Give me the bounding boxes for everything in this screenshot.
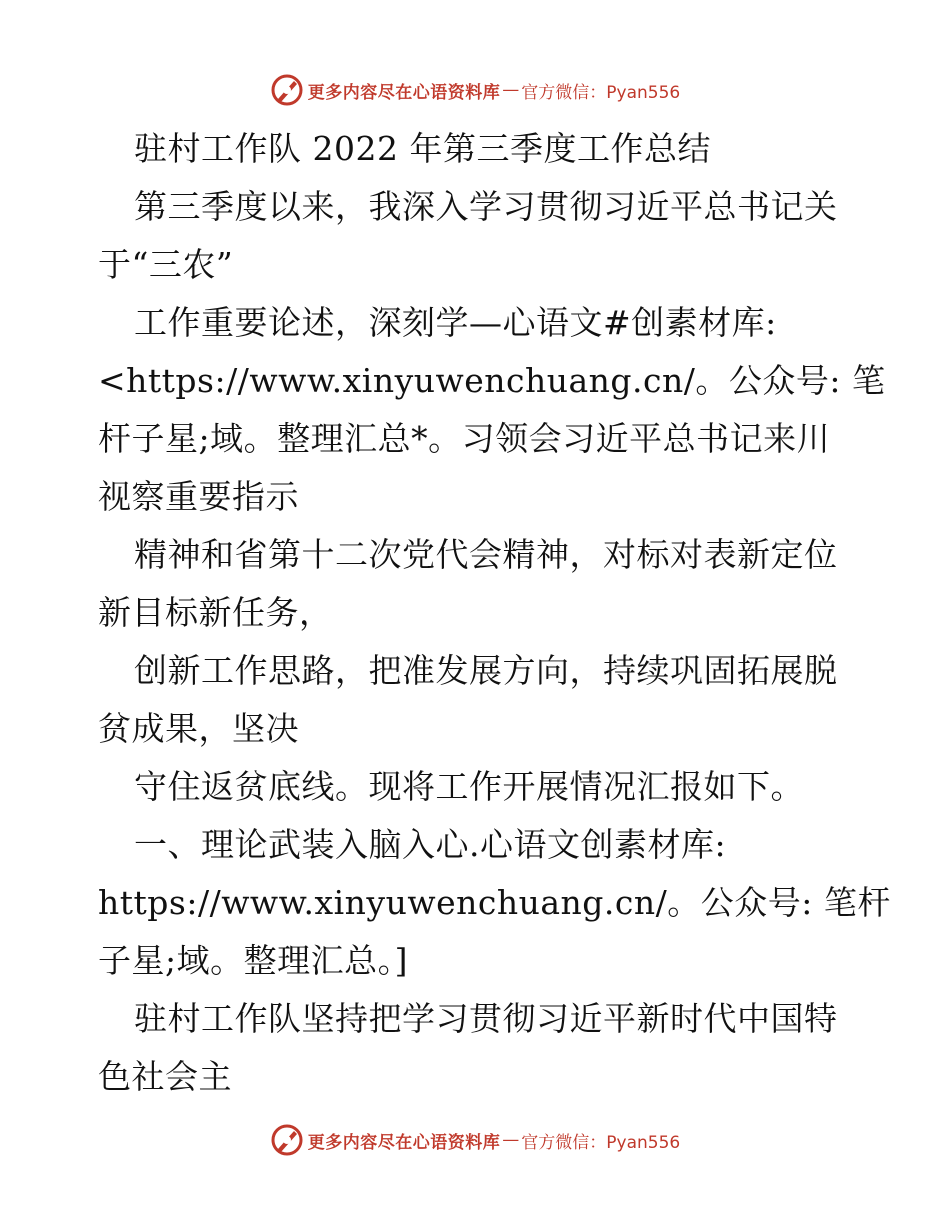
paragraph-line: 于“三农”	[98, 245, 234, 284]
banner-separator: —	[502, 80, 520, 100]
paragraph-line: 工作重要论述，深刻学—心语文#创素材库:	[134, 303, 777, 342]
document-title: 驻村工作队 2022 年第三季度工作总结	[134, 129, 711, 168]
section-heading: 一、理论武装入脑入心.心语文创素材库:	[134, 825, 727, 864]
paragraph-line: https://www.xinyuwenchuang.cn/。公众号: 笔杆	[98, 883, 891, 922]
paragraph-line: <https://www.xinyuwenchuang.cn/。公众号: 笔	[98, 361, 886, 400]
paragraph-line: 第三季度以来，我深入学习贯彻习近平总书记关	[134, 187, 838, 226]
banner-separator: —	[502, 1130, 520, 1150]
pen-logo-icon	[270, 73, 304, 107]
banner-wechat: 官方微信：Pyan556	[521, 1132, 681, 1153]
paragraph-line: 驻村工作队坚持把学习贯彻习近平新时代中国特	[134, 999, 838, 1038]
paragraph-line: 精神和省第十二次党代会精神，对标对表新定位	[134, 535, 838, 574]
banner-title: 更多内容尽在心语资料库	[307, 1132, 501, 1153]
document-body	[98, 120, 891, 1106]
header-banner	[0, 70, 950, 110]
paragraph-line: 创新工作思路，把准发展方向，持续巩固拓展脱	[134, 651, 838, 690]
paragraph-line: 新目标新任务，	[98, 593, 333, 632]
paragraph-line: 色社会主	[98, 1057, 232, 1096]
banner-title: 更多内容尽在心语资料库	[307, 82, 501, 103]
paragraph-line: 视察重要指示	[98, 477, 299, 516]
paragraph-line: 贫成果，坚决	[98, 709, 299, 748]
footer-banner	[0, 1120, 950, 1160]
banner-wechat: 官方微信：Pyan556	[521, 82, 681, 103]
pen-logo-icon	[270, 1123, 304, 1157]
paragraph-line: 杆子星;域。整理汇总*。习领会习近平总书记来川	[98, 419, 831, 458]
paragraph-line: 守住返贫底线。现将工作开展情况汇报如下。	[134, 767, 804, 806]
paragraph-line: 子星;域。整理汇总。]	[98, 941, 408, 980]
